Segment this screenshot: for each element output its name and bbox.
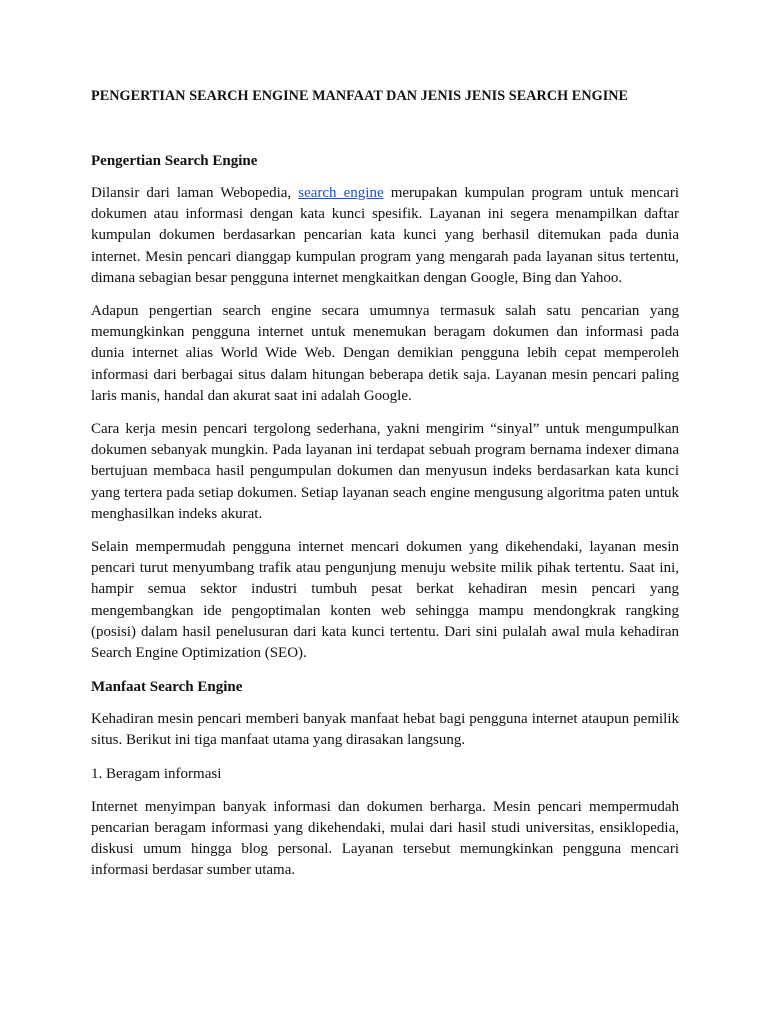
paragraph-text: merupakan kumpulan program untuk mencari dokumen atau informasi dengan kata kunci spesifik. Layanan ini segera menampilkan daftar kumpulan dokumen berdasarkan pencarian kata kunci yang berhasil ditemukan pada dunia internet. Mesin pencari dianggap kumpulan program yang mengarah pada layanan situs tertentu, dimana sebagian besar pengguna internet mengkaitkan dengan Google, Bing dan Yahoo. [91,185,680,286]
search-engine-link[interactable]: search engine [298,185,384,201]
paragraph-pengertian-2: Adapun pengertian search engine secara umumnya termasuk salah satu pencarian yang memungkinkan pengguna internet untuk menemukan beragam dokumen dan informasi pada dunia internet alias World Wide Web. Dengan demikian pengguna lebih cepat memperoleh informasi dari berbagai situs dalam hitungan beberapa detik saja. Layanan mesin pencari paling laris manis, handal dan akurat saat ini adalah Google. [91,303,679,404]
document-title: PENGERTIAN SEARCH ENGINE MANFAAT DAN JENIS JENIS SEARCH ENGINE [91,88,629,104]
paragraph-pengertian-3: Cara kerja mesin pencari tergolong sederhana, yakni mengirim “sinyal” untuk mengumpulkan dokumen sebanyak mungkin. Pada layanan ini terdapat sebuah program bernama indexer dimana bertujuan membaca hasil pengumpulan dokumen dan menyusun indeks berdasarkan kata kunci yang tertera pada setiap dokumen. Setiap layanan seach engine mengusung algoritma paten untuk menghasilkan indeks akurat. [91,421,679,522]
paragraph-text: Dilansir dari laman Webopedia, [91,185,299,201]
document-page [91,86,679,894]
paragraph-manfaat-2: Internet menyimpan banyak informasi dan dokumen berharga. Mesin pencari mempermudah pencarian beragam informasi yang dikehendaki, mulai dari hasil studi universitas, ensiklopedia, diskusi umum hingga blog personal. Layanan tersebut memungkinkan pengguna mencari informasi berdasar sumber utama. [91,798,679,879]
paragraph-manfaat-1: Kehadiran mesin pencari memberi banyak manfaat hebat bagi pengguna internet ataupun pemilik situs. Berikut ini tiga manfaat utama yang dirasakan langsung. [91,711,679,749]
paragraph-pengertian-4: Selain mempermudah pengguna internet mencari dokumen yang dikehendaki, layanan mesin pencari turut menyumbang trafik atau pengunjung menuju website milik pihak tertentu. Saat ini, hampir semua sektor industri tumbuh pesat berkat kehadiran mesin pencari yang mengembangkan ide pengoptimalan konten web sehingga mampu mendongkrak rangking (posisi) dalam hasil penelusuran dari kata kunci tertentu. Dari sini pulalah awal mula kehadiran Search Engine Optimization (SEO). [91,539,679,662]
paragraph-pengertian-1 [91,183,679,289]
section-heading-manfaat: Manfaat Search Engine [91,679,243,696]
list-item-beragam-informasi: 1. Beragam informasi [91,765,222,782]
section-heading-pengertian: Pengertian Search Engine [91,153,258,169]
